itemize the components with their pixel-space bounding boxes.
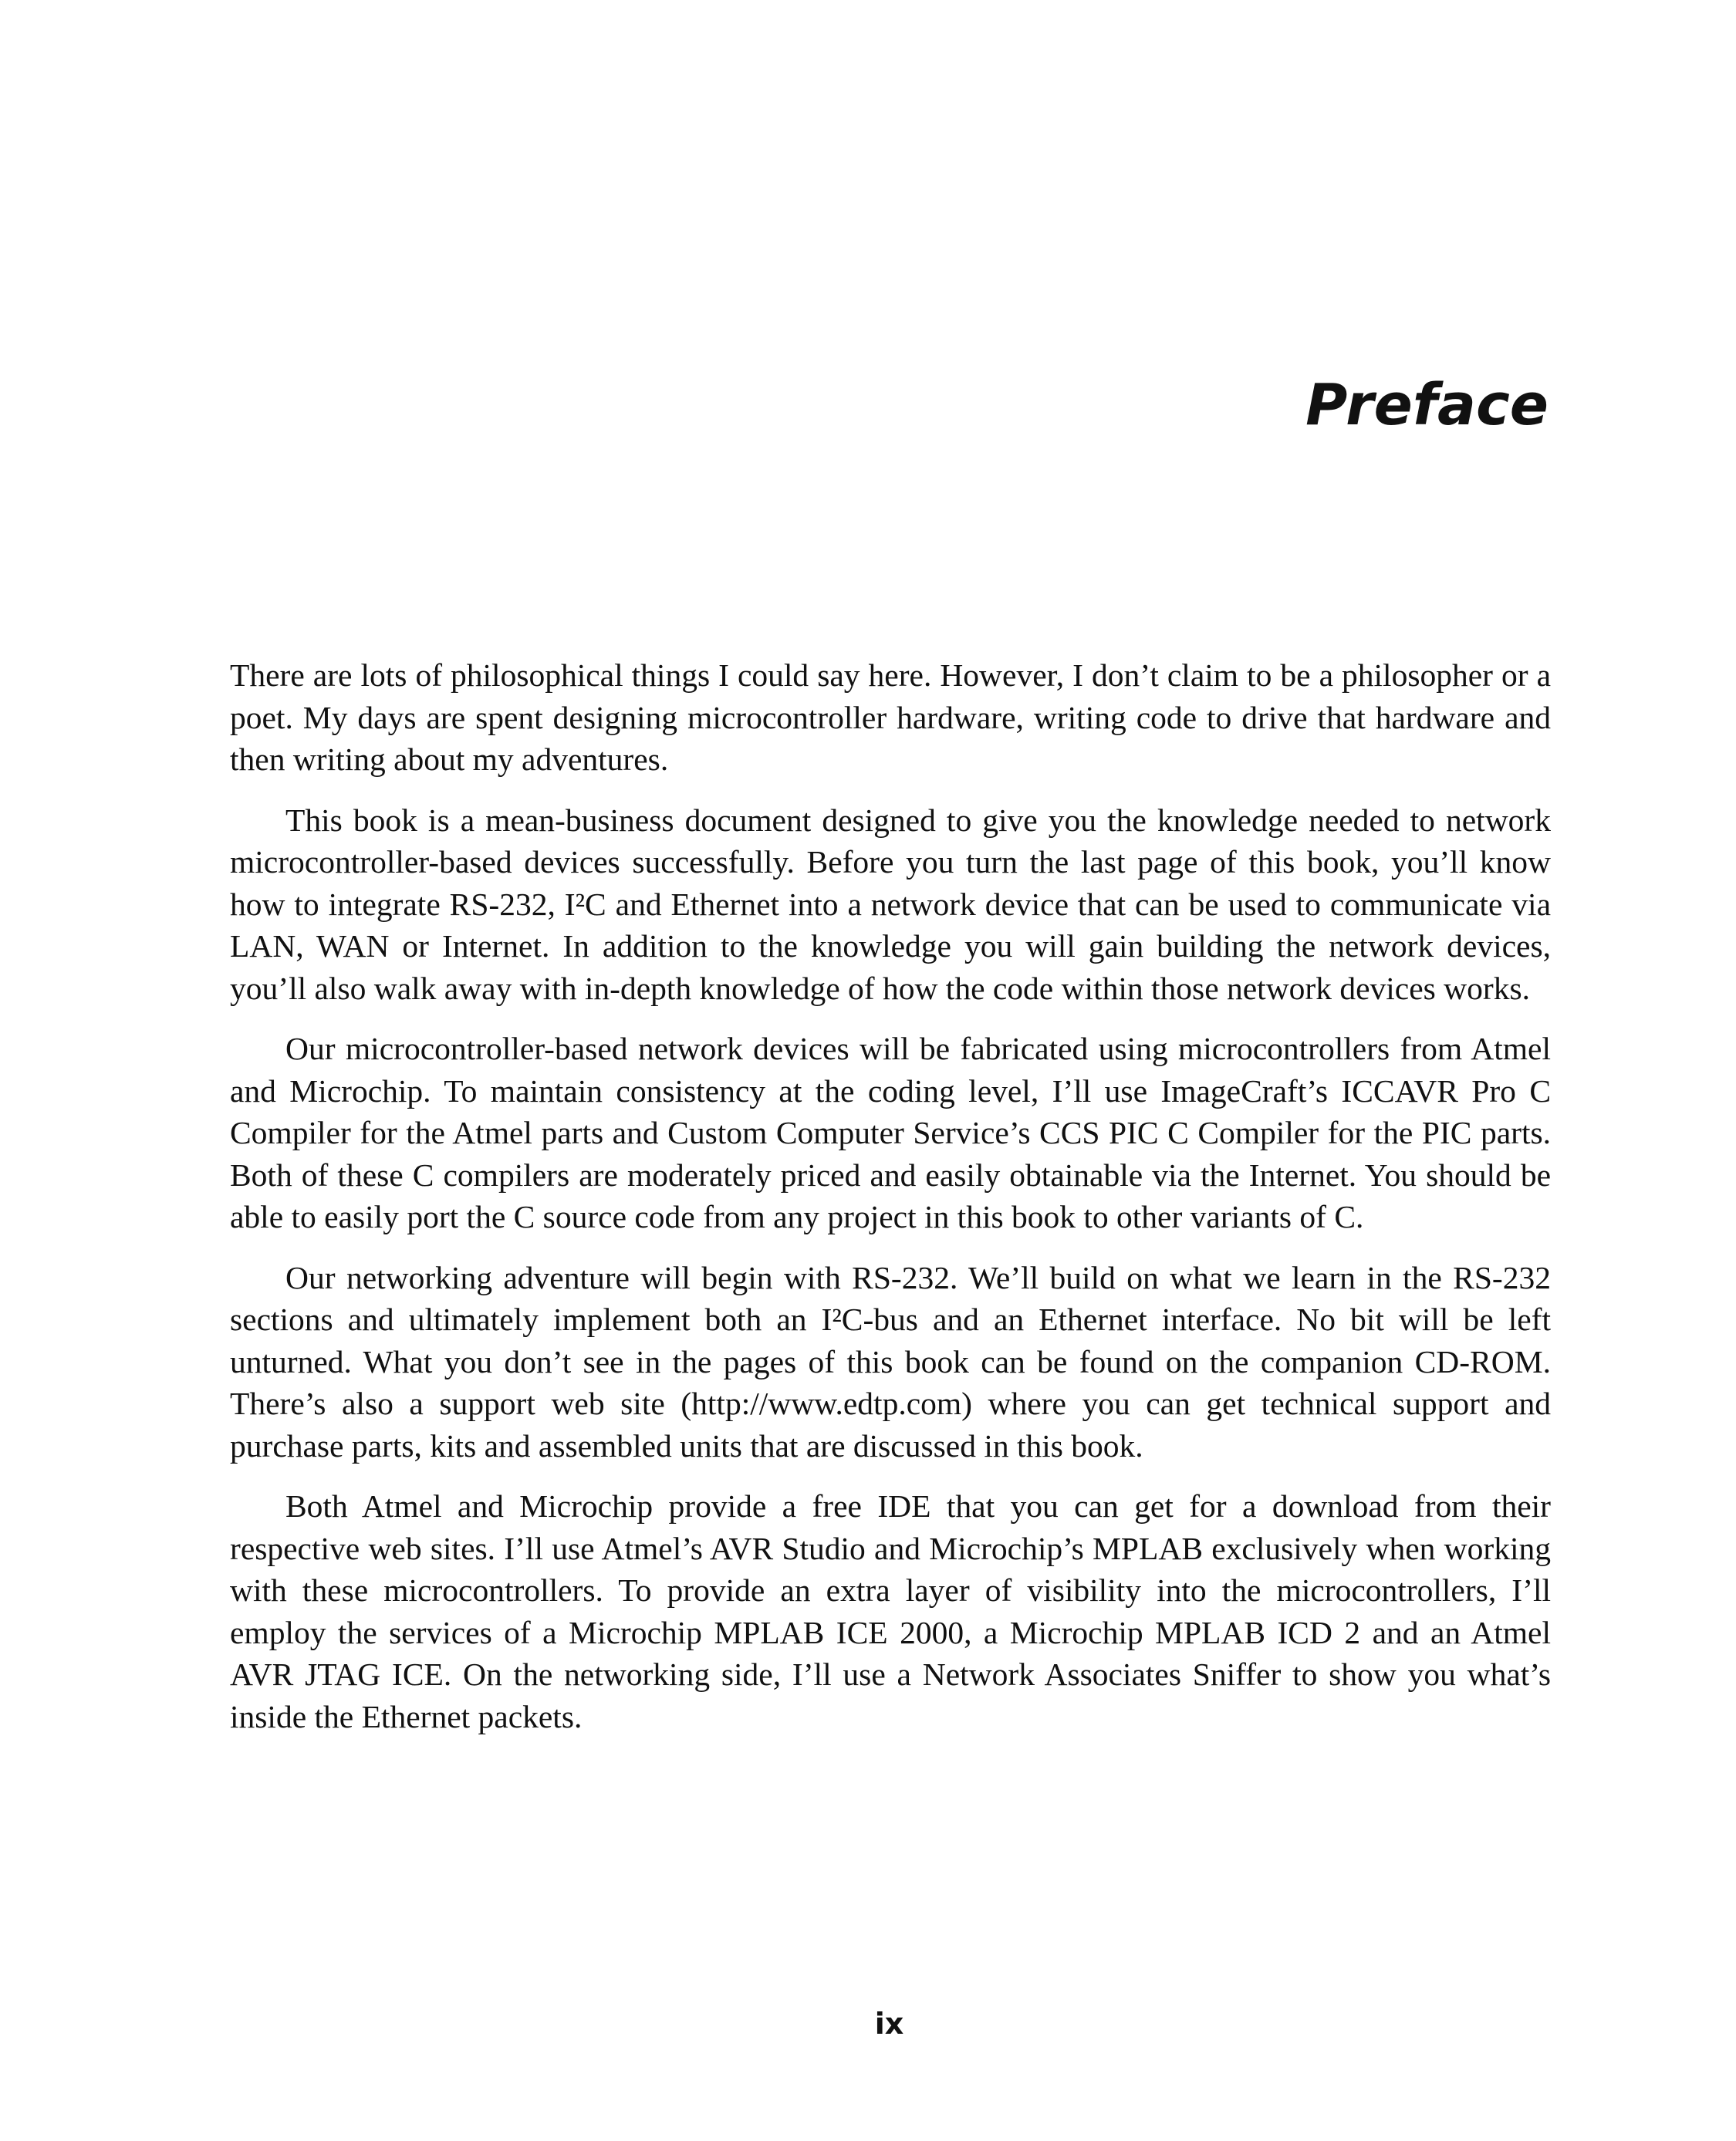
page-number: ix <box>874 2007 904 2041</box>
paragraph-4: Our networking adventure will begin with RS-232. We’ll build on what we learn in the RS-232 sections and ultimately implement both an I²C-bus and an Ethernet interface. No bit will be left unturned. What you don’t see in the pages of this book can be found on the companion CD-ROM. There’s also a support web site (http://www.edtp.com) where you can get technical support and purchase parts, kits and assembled units that are discussed in this book. <box>230 1259 1551 1464</box>
paragraph-2: This book is a mean-business document designed to give you the knowledge needed to network microcontroller-based devices successfully. Before you turn the last page of this book, you’ll know how to integrate RS-232, I²C and Ethernet into a network device that can be used to communicate via LAN, WAN or Internet. In addition to the knowledge you will gain building the network devices, you’ll also walk away with in-depth knowledge of how the code within those network devices works. <box>230 802 1551 1006</box>
paragraph-1: There are lots of philosophical things I could say here. However, I don’t claim to be a philosopher or a poet. My days are spent designing microcontroller hardware, writing code to drive that hardware and then writing about my adventures. <box>230 657 1551 777</box>
paragraph-5: Both Atmel and Microchip provide a free IDE that you can get for a download from their respective web sites. I’ll use Atmel’s AVR Studio and Microchip’s MPLAB exclusively when working with these microcontrollers. To provide an extra layer of visibility into the microcontrollers, I’ll employ the services of a Microchip MPLAB ICE 2000, a Microchip MPLAB ICD 2 and an Atmel AVR JTAG ICE. On the networking side, I’ll use a Network Associates Sniffer to show you what’s inside the Ethernet packets. <box>230 1488 1551 1734</box>
paragraph-3: Our microcontroller-based network devices will be fabricated using microcontrollers from Atmel and Microchip. To maintain consistency at the coding level, I’ll use ImageCraft’s ICCAVR Pro C Compiler for the Atmel parts and Custom Computer Service’s CCS PIC C Compiler for the PIC parts. Both of these C compilers are moderately priced and easily obtainable via the Internet. You should be able to easily port the C source code from any project in this book to other variants of C. <box>230 1031 1551 1234</box>
body-text <box>230 654 1551 1756</box>
page-title: Preface <box>1305 372 1549 438</box>
